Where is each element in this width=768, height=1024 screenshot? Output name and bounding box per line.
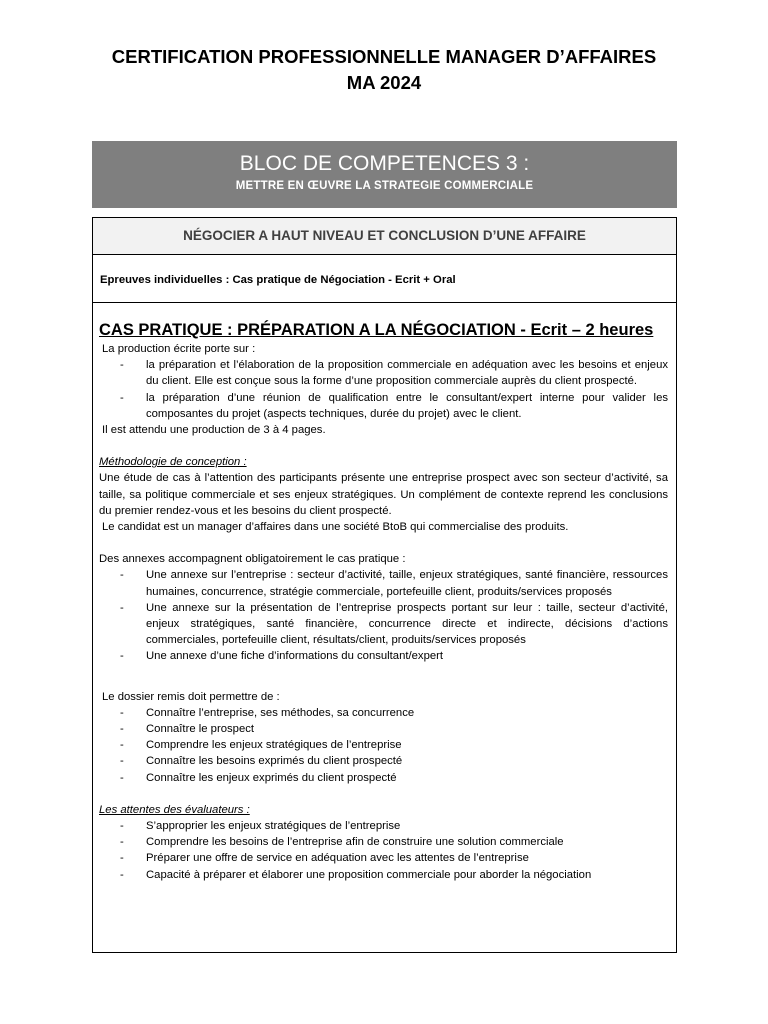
methodologie-candidat: Le candidat est un manager d’affaires dans une société BtoB qui commercialise des produits.: [102, 521, 569, 534]
list-item: - Capacité à préparer et élaborer une proposition commerciale pour aborder la négociation: [99, 867, 668, 883]
dash-bullet: -: [120, 391, 124, 404]
dash-bullet: -: [120, 650, 124, 663]
dash-bullet: -: [120, 359, 124, 372]
dash-bullet: -: [120, 739, 124, 752]
list-item: - Connaître les besoins exprimés du client prospecté: [99, 753, 668, 769]
dossier-intro: Le dossier remis doit permettre de :: [102, 690, 280, 703]
attentes-list: [99, 818, 668, 883]
dash-bullet: -: [120, 836, 124, 849]
dash-bullet: -: [120, 868, 124, 881]
list-item: - Préparer une offre de service en adéquation avec les attentes de l’entreprise: [99, 850, 668, 866]
case-intro: La production écrite porte sur :: [102, 343, 256, 355]
dash-bullet: -: [120, 820, 124, 833]
list-item: - Comprendre les besoins de l’entreprise afin de construire une solution commerciale: [99, 834, 668, 850]
list-item: - Connaître le prospect: [99, 721, 668, 737]
competence-title: NÉGOCIER A HAUT NIVEAU ET CONCLUSION D’UNE AFFAIRE: [93, 218, 676, 255]
list-item: - Une annexe sur la présentation de l’entreprise prospects portant sur leur : taille, secteur d’activité, enjeux stratégiques, santé financière, concurrence directe et indirecte, décisions d’actions commerciales, portefeuille client, résultats/client, produits/services proposés: [120, 601, 668, 647]
case-title: CAS PRATIQUE : PRÉPARATION A LA NÉGOCIATION - Ecrit – 2 heures: [99, 321, 654, 339]
annexes-intro: Des annexes accompagnent obligatoirement le cas pratique :: [99, 553, 406, 566]
bloc-banner: [92, 141, 677, 208]
dossier-list: [99, 705, 668, 786]
list-item: - Une annexe sur l’entreprise : secteur d’activité, taille, enjeux stratégiques, santé financière, ressources humaines, concurrence, stratégie commerciale, portefeuille client, produits/services proposés: [120, 569, 668, 598]
attentes-heading: Les attentes des évaluateurs :: [99, 803, 250, 816]
title-line-1: CERTIFICATION PROFESSIONNELLE MANAGER D’AFFAIRES: [111, 46, 657, 67]
document-title: [0, 44, 768, 96]
dash-bullet: -: [120, 723, 124, 736]
list-item: - la préparation et l’élaboration de la proposition commerciale en adéquation avec les besoins et enjeux du client. Elle est conçue sous la forme d’une proposition commerciale auprès du client prospecté.: [120, 359, 668, 388]
list-item: - Connaître l’entreprise, ses méthodes, sa concurrence: [99, 705, 668, 721]
content-frame: [92, 217, 677, 953]
list-item: - Comprendre les enjeux stratégiques de l’entreprise: [99, 737, 668, 753]
dash-bullet: -: [120, 569, 124, 582]
bloc-title: BLOC DE COMPETENCES 3 :: [239, 152, 530, 175]
dash-bullet: -: [120, 755, 124, 768]
dash-bullet: -: [120, 771, 124, 784]
title-line-2: MA 2024: [346, 72, 422, 93]
case-list: [99, 357, 668, 422]
case-attendu: Il est attendu une production de 3 à 4 pages.: [102, 424, 326, 437]
dash-bullet: -: [120, 852, 124, 865]
dash-bullet: -: [120, 706, 124, 719]
bloc-subtitle: METTRE EN ŒUVRE LA STRATEGIE COMMERCIALE: [235, 180, 534, 192]
epreuve-row: [93, 255, 676, 303]
list-item: - Connaître les enjeux exprimés du client prospecté: [99, 770, 668, 786]
list-item: - la préparation d’une réunion de qualification entre le consultant/expert interne pour valider les composantes du projet (aspects techniques, durée du projet) avec le client.: [120, 391, 668, 420]
epreuve-text: Epreuves individuelles : Cas pratique de Négociation - Ecrit + Oral: [100, 274, 456, 286]
annexes-list: [99, 567, 668, 664]
list-item: - Une annexe d’une fiche d’informations du consultant/expert: [99, 648, 668, 664]
methodologie-heading: Méthodologie de conception :: [99, 456, 247, 469]
dash-bullet: -: [120, 601, 124, 614]
list-item: - S’approprier les enjeux stratégiques de l’entreprise: [99, 818, 668, 834]
case-content: [93, 303, 676, 883]
methodologie-paragraph: Une étude de cas à l’attention des participants présente une entreprise prospect avec son secteur d’activité, sa taille, sa politique commerciale et ses enjeux stratégiques. Un complément de contexte reprend les conclusions du premier rendez-vous et les besoins du client prospecté.: [99, 472, 668, 517]
